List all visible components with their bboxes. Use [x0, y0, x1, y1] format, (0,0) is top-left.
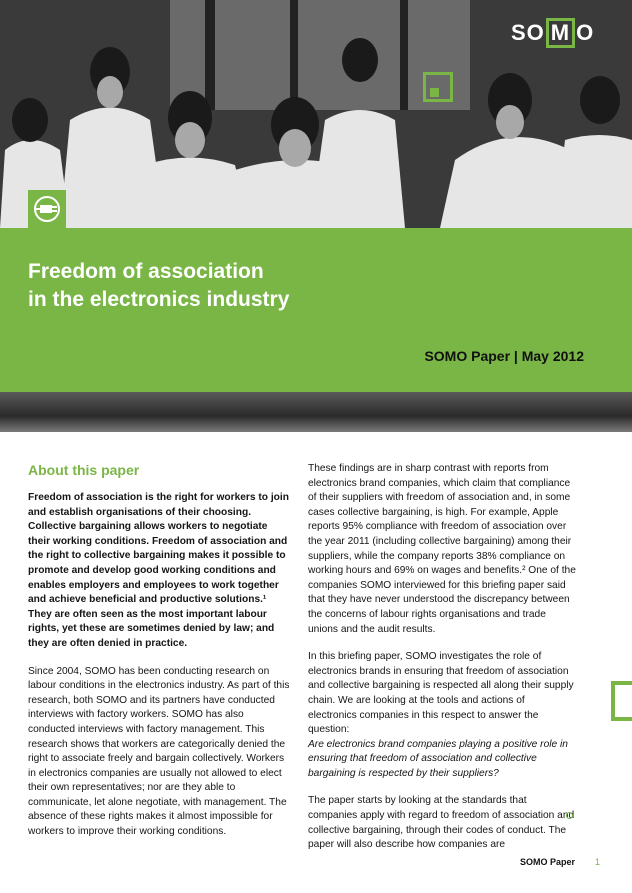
page-title [28, 258, 289, 314]
title-line-1: Freedom of association [28, 260, 264, 283]
title-line-2: in the electronics industry [28, 288, 290, 311]
plug-icon [28, 190, 66, 228]
intro-paragraph: Freedom of association is the right for workers to join and establish organisations of their choosing. Collective bargaining allows workers to negotiate their working conditions. Freedom of association and the right to collective bargaining makes it possible to promote and develop good working conditions and enables employers and employees to work together and achieve beneficial and productive solutions.¹ They are often seen as the most important labour rights, yet these are sometimes denied by law; and they are often denied in practice. [28, 492, 289, 649]
research-paragraph: Since 2004, SOMO has been conducting research on labour conditions in the electronics industry. As part of this research, both SOMO and its partners have conducted interviews with factory workers. SOMO has also conducted interviews with factory management. This research shows that workers are categorically denied the right to associate freely and bargain collectively. Workers in electronics companies are usually not allowed to elect their own representatives; nor are they able to communicate, let alone negotiate, with management. The absence of these rights makes it almost impossible for workers to improve their working conditions. [28, 665, 290, 838]
research-question: Are electronics brand companies playing a positive role in ensuring that freedom of association and collective bargaining is respected by their suppliers? [308, 738, 568, 779]
investigation-paragraph [308, 650, 576, 781]
findings-paragraph: These findings are in sharp contrast with reports from electronics brand companies, which claim that compliance of their suppliers with freedom of association and, in some cases collective bargaining, is high. For example, Apple reports 95% compliance with freedom of association over the year 2011 (including collective bargaining) among their suppliers, while the company reports 38% compliance on working hours and 69% on wages and benefits.² One of the companies SOMO interviewed for this briefing paper said that they have never understood the discrepancy between the concerns of labour rights organisations and trade unions and the audit results. [308, 463, 576, 635]
page-number: 1 [595, 857, 601, 867]
paper-subtitle: SOMO Paper | May 2012 [424, 348, 584, 364]
cover-photo-bottom-strip [0, 392, 632, 432]
logo-text-box: M [546, 18, 575, 48]
continue-marker-icon [566, 812, 573, 819]
left-column [28, 462, 290, 853]
right-column [308, 462, 576, 866]
section-heading: About this paper [28, 462, 140, 478]
investigation-text: In this briefing paper, SOMO investigates the role of electronics brands in ensuring that freedom of association and collective bargaining is respected all along their supply chain. We are looking at the tools and actions of electronics companies in this respect to answer the question: [308, 651, 574, 736]
logo-text-left: SO [511, 19, 545, 45]
standards-paragraph: The paper starts by looking at the standards that companies apply with regard to freedom of association and collective bargaining, through their codes of conduct. The paper will also describe how companies are [308, 795, 575, 851]
logo-text-right: O [576, 19, 595, 45]
page-side-tab [611, 681, 632, 721]
footer-label: SOMO Paper [520, 857, 576, 867]
somo-logo [511, 18, 594, 47]
decorative-square-icon [423, 72, 453, 102]
